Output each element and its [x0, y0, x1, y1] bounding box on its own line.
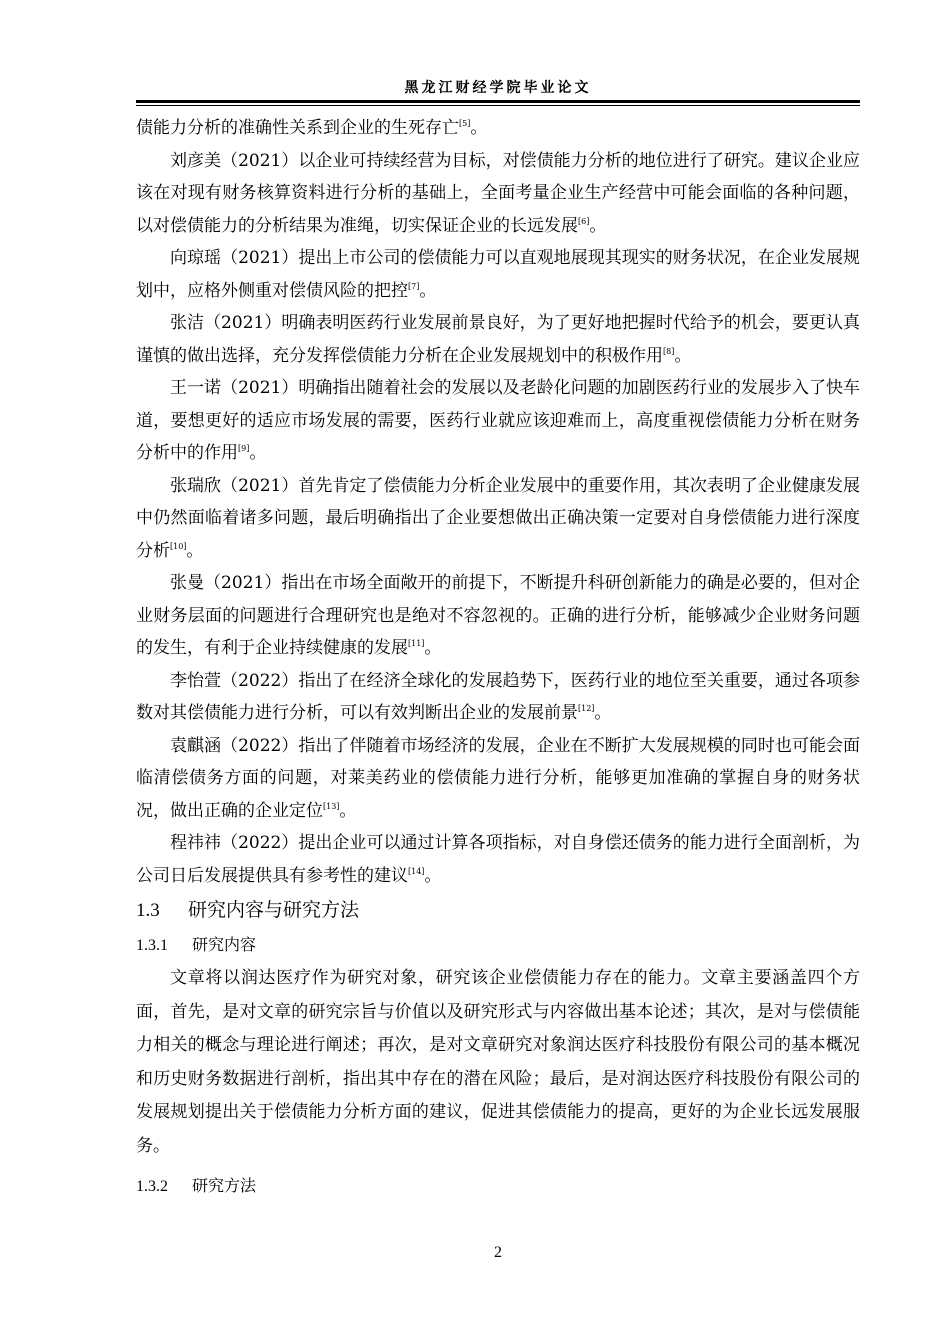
subsection-heading-1-3-1: [136, 928, 860, 962]
section-number: 1.3: [136, 900, 160, 921]
subsection-number: 1.3.1: [136, 937, 168, 954]
citation-ref: [9]: [238, 444, 250, 453]
subsection-title: 研究内容: [192, 935, 257, 954]
section-heading-1-3: [136, 892, 860, 928]
section-title: 研究内容与研究方法: [188, 899, 360, 921]
header-rule-thick: [136, 100, 860, 103]
header-rule-thin: [136, 105, 860, 106]
citation-ref: [11]: [408, 639, 425, 648]
body-paragraph: 向琼瑶（2021）提出上市公司的偿债能力可以直观地展现其现实的财务状况，在企业发展规划中，应格外侧重对偿债风险的把控[7]。: [136, 248, 860, 301]
body-paragraph: 张瑞欣（2021）首先肯定了偿债能力分析企业发展中的重要作用，其次表明了企业健康发展中仍然面临着诸多问题，最后明确指出了企业要想做出正确决策一定要对自身偿债能力进行深度分析[10]。: [136, 475, 860, 561]
citation-ref: [5]: [459, 119, 471, 128]
citation-ref: [12]: [578, 704, 595, 713]
page-body: [136, 112, 860, 1203]
body-paragraph: 文章将以润达医疗作为研究对象，研究该企业偿债能力存在的能力。文章主要涵盖四个方面，首先，是对文章的研究宗旨与价值以及研究形式与内容做出基本论述；其次，是对与偿债能力相关的概念与理论进行阐述；再次，是对文章研究对象润达医疗科技股份有限公司的基本概况和历史财务数据进行剖析，指出其中存在的潜在风险；最后，是对润达医疗科技股份有限公司的发展规划提出关于偿债能力分析方面的建议，促进其偿债能力的提高，更好的为企业长远发展服务。: [136, 968, 860, 1156]
body-paragraph: 袁麒涵（2022）指出了伴随着市场经济的发展，企业在不断扩大发展规模的同时也可能会面临清偿债务方面的问题，对莱美药业的偿债能力进行分析，能够更加准确的掌握自身的财务状况，做出正确的企业定位[13]。: [136, 735, 860, 821]
citation-ref: [10]: [170, 541, 187, 551]
citation-ref: [14]: [408, 866, 425, 876]
subsection-number: 1.3.2: [136, 1178, 168, 1195]
citation-ref: [7]: [408, 281, 420, 291]
body-paragraph: 张洁（2021）明确表明医药行业发展前景良好，为了更好地把握时代给予的机会，要更认真谨慎的做出选择，充分发挥偿债能力分析在企业发展规划中的积极作用[8]。: [136, 313, 860, 366]
body-paragraph: 李怡萱（2022）指出了在经济全球化的发展趋势下，医药行业的地位至关重要，通过各项参数对其偿债能力进行分析，可以有效判断出企业的发展前景[12]。: [136, 670, 860, 723]
citation-ref: [13]: [323, 801, 340, 811]
body-paragraph: 王一诺（2021）明确指出随着社会的发展以及老龄化问题的加剧医药行业的发展步入了快车道，要想更好的适应市场发展的需要，医药行业就应该迎难而上，高度重视偿债能力分析在财务分析中的作用[9]。: [136, 378, 860, 463]
subsection-heading-1-3-2: [136, 1169, 860, 1203]
body-paragraph: 张曼（2021）指出在市场全面敞开的前提下，不断提升科研创新能力的确是必要的，但对企业财务层面的问题进行合理研究也是绝对不容忽视的。正确的进行分析，能够减少企业财务问题的发生，有利于企业持续健康的发展[11]。: [136, 573, 860, 658]
body-paragraph: 程祎祎（2022）提出企业可以通过计算各项指标，对自身偿还债务的能力进行全面剖析，为公司日后发展提供具有参考性的建议[14]。: [136, 833, 860, 886]
citation-ref: [8]: [663, 346, 675, 356]
subsection-title: 研究方法: [192, 1176, 257, 1195]
body-paragraph: 刘彦美（2021）以企业可持续经营为目标，对偿债能力分析的地位进行了研究。建议企业应该在对现有财务核算资料进行分析的基础上，全面考量企业生产经营中可能会面临的各种问题，以对偿债能力的分析结果为准绳，切实保证企业的长远发展[6]。: [136, 150, 860, 236]
body-paragraph: 债能力分析的准确性关系到企业的生死存亡[5]。: [136, 118, 488, 138]
running-header: 黑龙江财经学院毕业论文: [404, 80, 592, 96]
citation-ref: [6]: [578, 216, 590, 226]
page-number: 2: [494, 1244, 502, 1261]
